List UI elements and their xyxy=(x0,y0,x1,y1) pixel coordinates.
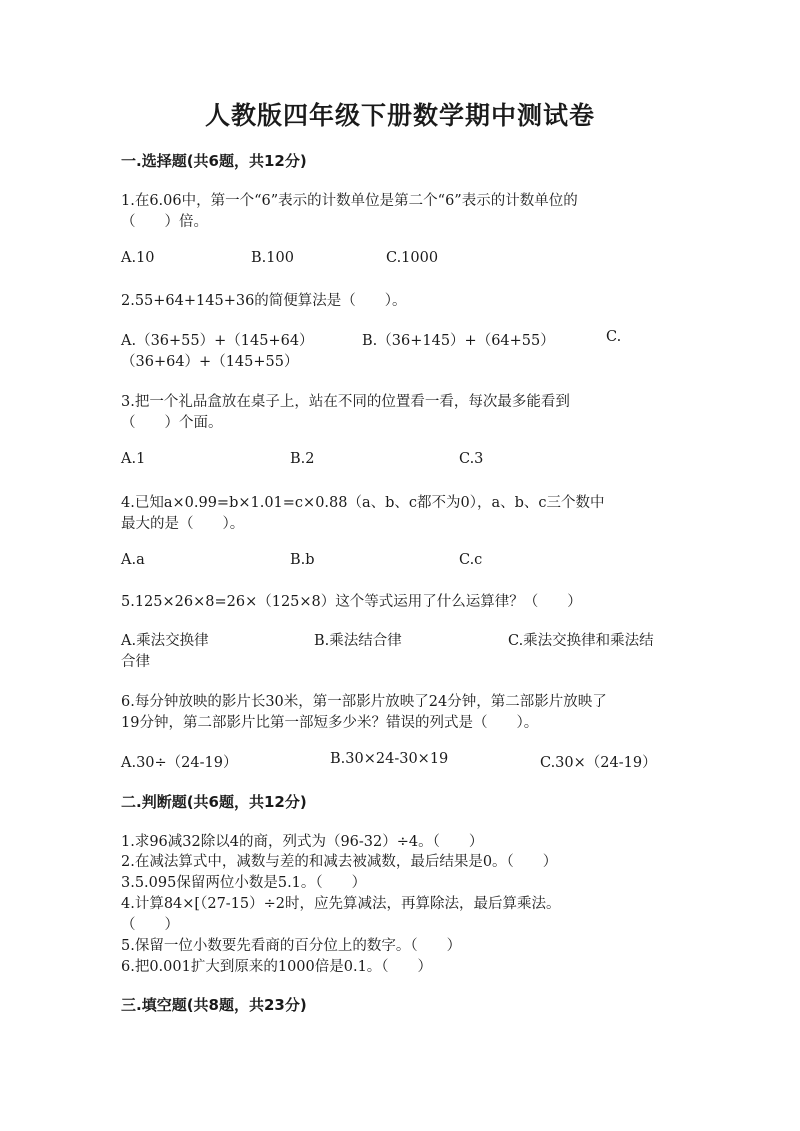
judge-question-2: 2.在减法算式中，减数与差的和减去被减数，最后结果是0。（ ） xyxy=(121,854,558,870)
judge-question-4: 4.计算84×[（27-15）÷2时，应先算减法，再算除法，最后算乘法。 xyxy=(121,896,561,912)
question-2-option-c-text: （36+64）+（145+55） xyxy=(121,354,299,370)
question-2-option-a: A.（36+55）+（145+64） xyxy=(121,333,314,349)
judge-question-1: 1.求96减32除以4的商，列式为（96-32）÷4。（ ） xyxy=(121,834,484,850)
judge-question-4-blank: （ ） xyxy=(121,917,179,933)
question-4-option-c: C.c xyxy=(459,552,483,568)
section-heading-choice: 一.选择题(共6题，共12分) xyxy=(121,152,307,170)
question-3-option-b: B.2 xyxy=(290,451,315,467)
question-3-line-1: 3.把一个礼品盒放在桌子上，站在不同的位置看一看，每次最多能看到 xyxy=(121,394,570,410)
question-6-line-1: 6.每分钟放映的影片长30米，第一部影片放映了24分钟，第二部影片放映了 xyxy=(121,694,607,710)
section-heading-judge: 二.判断题(共6题，共12分) xyxy=(121,793,307,811)
question-4-line-1: 4.已知a×0.99=b×1.01=c×0.88（a、b、c都不为0），a、b、c三个数中 xyxy=(121,495,605,511)
question-4-option-b: B.b xyxy=(290,552,315,568)
question-1-option-a: A.10 xyxy=(121,250,155,266)
question-6-option-c: C.30×（24-19） xyxy=(540,755,657,771)
judge-question-5: 5.保留一位小数要先看商的百分位上的数字。（ ） xyxy=(121,938,462,954)
question-5-line-1: 5.125×26×8=26×（125×8）这个等式运用了什么运算律？（ ） xyxy=(121,594,582,610)
question-4-option-a: A.a xyxy=(121,552,145,568)
question-3-option-a: A.1 xyxy=(121,451,146,467)
question-3-line-2: （ ）个面。 xyxy=(121,415,223,431)
question-5-option-c-text: 合律 xyxy=(121,654,150,670)
question-6-option-a: A.30÷（24-19） xyxy=(121,755,238,771)
question-5-option-c: C.乘法交换律和乘法结 xyxy=(508,633,654,649)
question-6-line-2: 19分钟，第二部影片比第一部短多少米？错误的列式是（ ）。 xyxy=(121,715,539,731)
question-5-option-b: B.乘法结合律 xyxy=(314,633,402,649)
question-2-option-b: B.（36+145）+（64+55） xyxy=(362,333,555,349)
section-heading-fill: 三.填空题(共8题，共23分) xyxy=(121,996,307,1014)
question-1-line-1: 1.在6.06中，第一个“6”表示的计数单位是第二个“6”表示的计数单位的 xyxy=(121,193,578,209)
question-1-option-b: B.100 xyxy=(251,250,294,266)
judge-question-6: 6.把0.001扩大到原来的1000倍是0.1。（ ） xyxy=(121,959,433,975)
judge-question-3: 3.5.095保留两位小数是5.1。（ ） xyxy=(121,875,367,891)
exam-title: 人教版四年级下册数学期中测试卷 xyxy=(204,101,595,130)
question-5-option-a: A.乘法交换律 xyxy=(121,633,209,649)
question-1-line-2: （ ）倍。 xyxy=(121,214,208,230)
question-1-option-c: C.1000 xyxy=(386,250,439,266)
question-2-option-c: C. xyxy=(606,329,622,345)
question-4-line-2: 最大的是（ ）。 xyxy=(121,516,245,532)
question-2-line-1: 2.55+64+145+36的简便算法是（ ）。 xyxy=(121,293,407,309)
question-3-option-c: C.3 xyxy=(459,451,484,467)
question-6-option-b: B.30×24-30×19 xyxy=(330,751,449,767)
